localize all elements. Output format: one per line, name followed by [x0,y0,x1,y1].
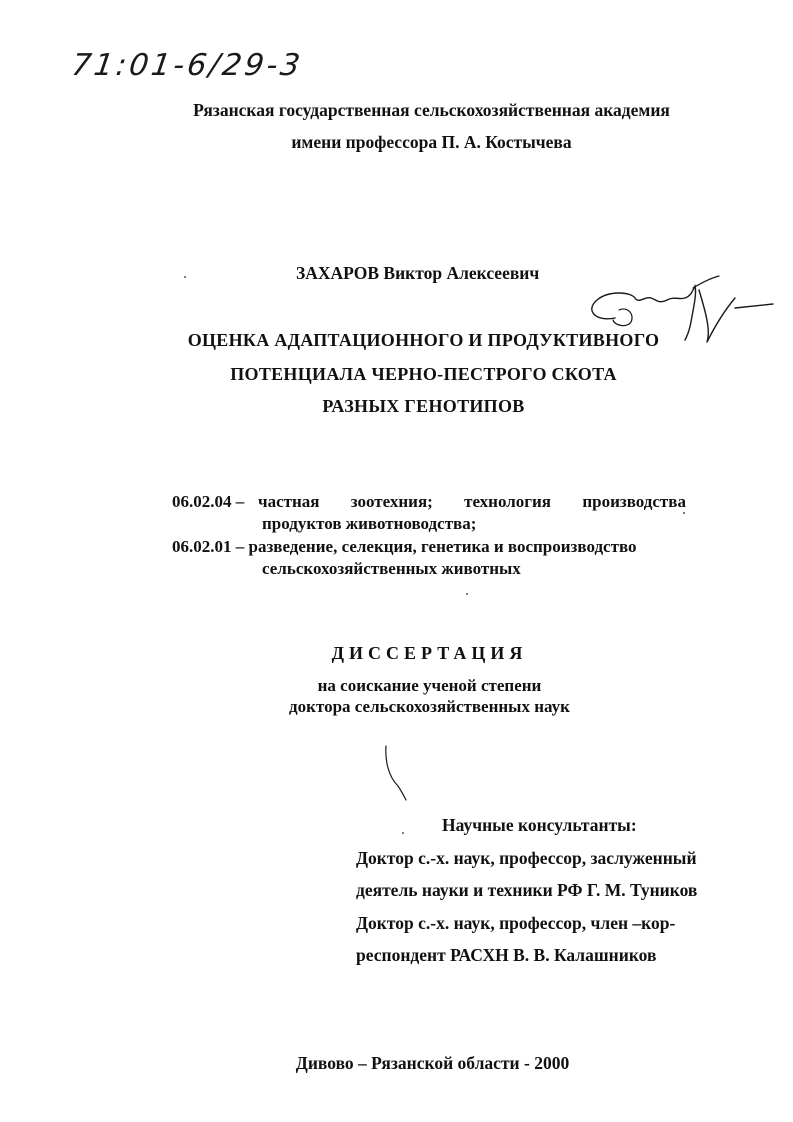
scan-speck [402,832,404,834]
specialty-1-code: 06.02.04 – [172,492,245,511]
consultant-line: деятель науки и техники РФ Г. М. Туников [356,880,698,900]
archive-stamp: 71:01-6/29-3 [69,48,306,83]
degree-line-2-wrap [0,697,793,717]
consultant-line: Доктор с.-х. наук, профессор, член –кор- [356,913,676,933]
scan-speck [683,512,685,514]
consultant-line: респондент РАСХН В. В. Калашников [356,945,657,965]
title-line-3-wrap [0,396,793,417]
handwritten-signature [575,270,785,350]
scan-speck [466,593,468,595]
title-line-1: ОЦЕНКА АДАПТАЦИОННОГО И ПРОДУКТИВНОГО [187,330,660,350]
title-line-2-wrap [0,364,793,385]
specialty-1-word: частная [258,492,320,511]
institution-line-2: имени профессора П. А. Костычева [291,132,572,152]
specialty-1-word: технология [464,492,552,511]
pen-stroke-mark [372,742,412,804]
degree-line-1-wrap [0,676,793,696]
specialty-1-word: зоотехния; [350,492,433,511]
institution-named-after [0,132,793,153]
document-type-wrap [0,643,793,664]
place-year-wrap [0,1053,793,1074]
specialty-2-continuation: сельскохозяйственных животных [262,559,521,578]
document-type: ДИССЕРТАЦИЯ [331,643,528,663]
specialty-1-continuation: продуктов животноводства; [262,514,477,533]
consultant-line: Доктор с.-х. наук, профессор, заслуженный [356,848,697,868]
scan-speck [184,276,186,278]
place-year: Дивово – Рязанской области - 2000 [295,1053,570,1073]
title-line-3: РАЗНЫХ ГЕНОТИПОВ [322,396,525,416]
degree-line-1: на соискание ученой степени [317,676,542,695]
title-line-2: ПОТЕНЦИАЛА ЧЕРНО-ПЕСТРОГО СКОТА [230,364,617,384]
institution-line-1: Рязанская государственная сельскохозяйственная академия [193,100,670,120]
specialty-1-word: производства [582,492,686,511]
specialty-1-text [258,492,686,512]
specialty-2: 06.02.01 – разведение, селекция, генетика и воспроизводство [172,537,637,556]
degree-line-2: доктора сельскохозяйственных наук [289,697,570,716]
author-name: ЗАХАРОВ Виктор Алексеевич [296,263,540,283]
consultants-heading: Научные консультанты: [442,815,637,835]
institution-name [0,100,793,121]
